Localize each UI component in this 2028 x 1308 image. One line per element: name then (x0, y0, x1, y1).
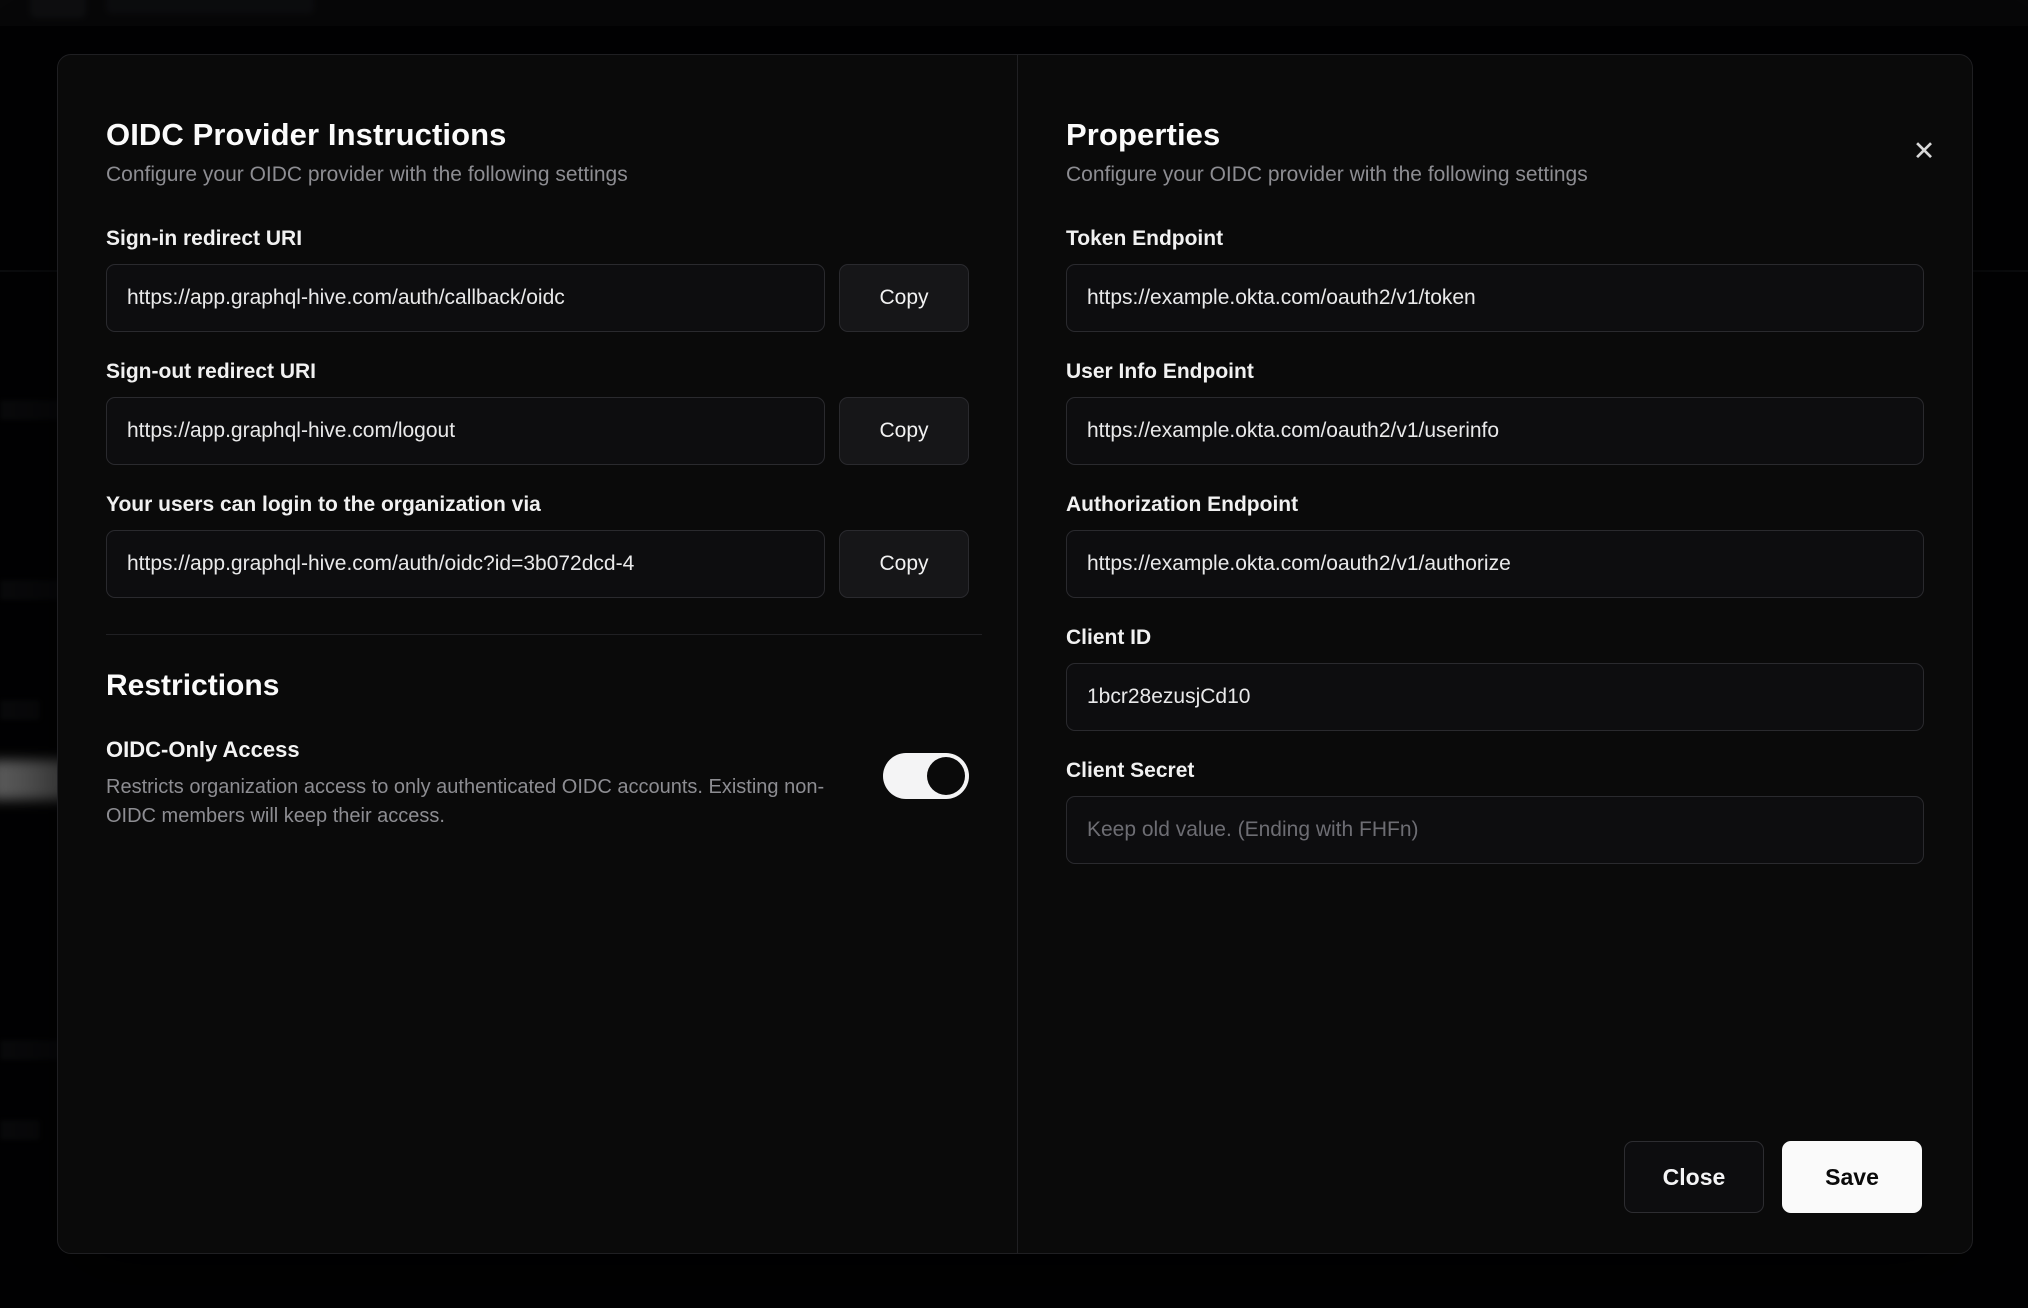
section-divider (106, 634, 982, 635)
save-button[interactable]: Save (1782, 1141, 1922, 1213)
authorization-endpoint-label: Authorization Endpoint (1066, 493, 1299, 516)
properties-fields (1066, 227, 1924, 1111)
page-title: OIDC Provider Instructions (106, 117, 507, 152)
oidc-only-access-description: Restricts organization access to only authenticated OIDC accounts. Existing non-OIDC members will keep their access. (106, 776, 825, 827)
toggle-knob (927, 757, 965, 795)
signin-redirect-row (106, 264, 969, 332)
oidc-settings-dialog (57, 54, 1973, 1254)
client-id-field (1066, 626, 1924, 731)
signin-redirect-input[interactable] (106, 264, 825, 332)
oidc-only-access-text (106, 737, 826, 831)
properties-title: Properties (1066, 117, 1221, 152)
properties-panel (1018, 55, 1972, 1253)
signin-redirect-field (106, 227, 969, 332)
userinfo-endpoint-input[interactable] (1066, 397, 1924, 465)
authorization-endpoint-input[interactable] (1066, 530, 1924, 598)
login-url-field (106, 493, 969, 598)
oidc-only-access-label: OIDC-Only Access (106, 737, 300, 762)
authorization-endpoint-field (1066, 493, 1924, 598)
signout-redirect-row (106, 397, 969, 465)
oidc-only-access-row (106, 737, 969, 831)
client-id-input[interactable] (1066, 663, 1924, 731)
userinfo-endpoint-field (1066, 360, 1924, 465)
dialog-actions (1066, 1141, 1924, 1213)
copy-login-url-button[interactable]: Copy (839, 530, 969, 598)
properties-subtitle: Configure your OIDC provider with the following settings (1066, 163, 1588, 186)
restrictions-title: Restrictions (106, 669, 280, 702)
close-icon[interactable]: ✕ (1906, 133, 1942, 169)
login-url-label: Your users can login to the organization via (106, 493, 541, 516)
login-url-row (106, 530, 969, 598)
signout-redirect-field (106, 360, 969, 465)
signin-redirect-label: Sign-in redirect URI (106, 227, 303, 250)
client-id-label: Client ID (1066, 626, 1152, 649)
client-secret-label: Client Secret (1066, 759, 1195, 782)
signout-redirect-label: Sign-out redirect URI (106, 360, 317, 383)
provider-instructions-panel (58, 55, 1018, 1253)
userinfo-endpoint-label: User Info Endpoint (1066, 360, 1254, 383)
oidc-only-access-toggle[interactable] (883, 753, 969, 799)
page-subtitle: Configure your OIDC provider with the following settings (106, 163, 628, 186)
token-endpoint-field (1066, 227, 1924, 332)
copy-signin-redirect-button[interactable]: Copy (839, 264, 969, 332)
close-button[interactable]: Close (1624, 1141, 1764, 1213)
client-secret-input[interactable] (1066, 796, 1924, 864)
token-endpoint-label: Token Endpoint (1066, 227, 1224, 250)
token-endpoint-input[interactable] (1066, 264, 1924, 332)
signout-redirect-input[interactable] (106, 397, 825, 465)
copy-signout-redirect-button[interactable]: Copy (839, 397, 969, 465)
client-secret-field (1066, 759, 1924, 864)
login-url-input[interactable] (106, 530, 825, 598)
